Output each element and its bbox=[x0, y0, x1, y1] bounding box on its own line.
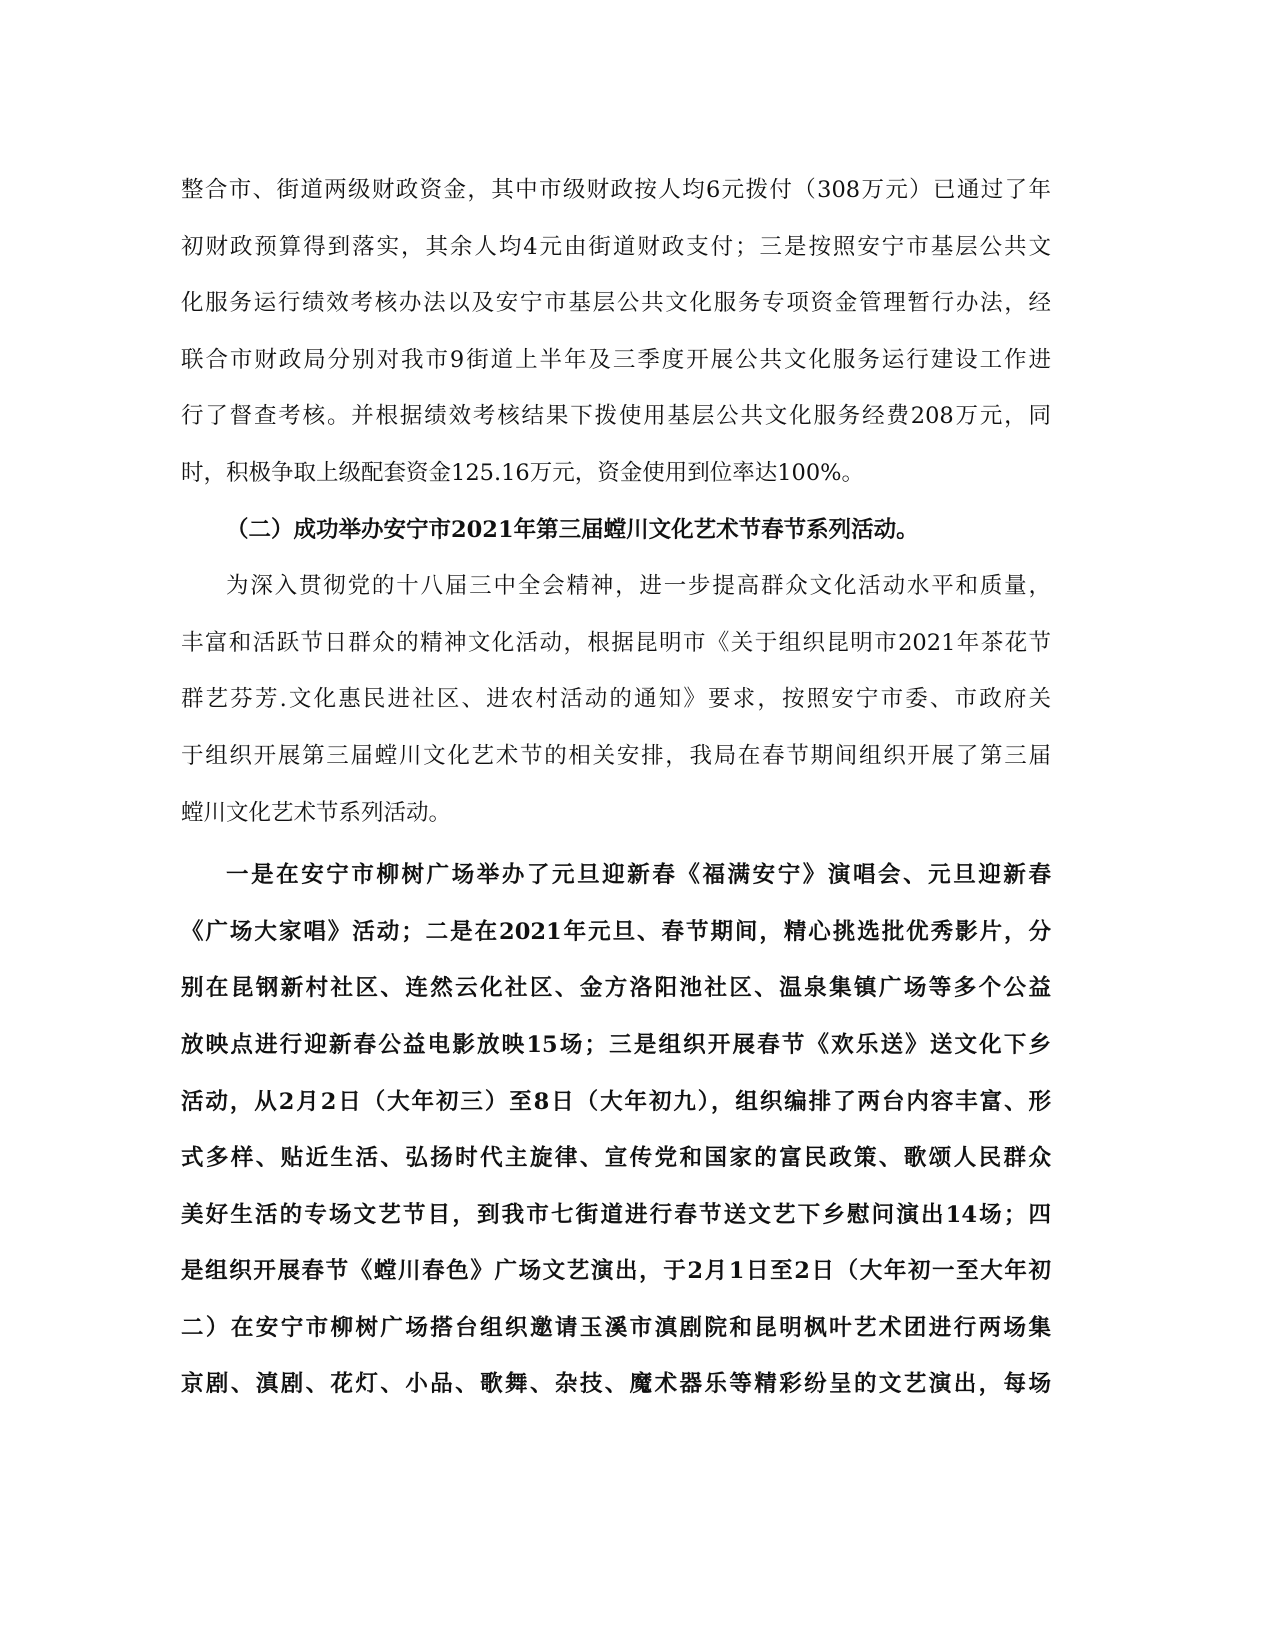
text-line: 活动，从2月2日（大年初三）至8日（大年初九），组织编排了两台内容丰富、形 bbox=[181, 1088, 1051, 1115]
text-line: 是组织开展春节《螳川春色》广场文艺演出，于2月1日至2日（大年初一至大年初 bbox=[181, 1258, 1051, 1285]
text-line: 京剧、滇剧、花灯、小品、歌舞、杂技、魔术器乐等精彩纷呈的文艺演出，每场 bbox=[181, 1371, 1051, 1398]
text-line: 初财政预算得到落实，其余人均4元由街道财政支付；三是按照安宁市基层公共文 bbox=[181, 233, 1051, 260]
text-line: 式多样、贴近生活、弘扬时代主旋律、宣传党和国家的富民政策、歌颂人民群众 bbox=[181, 1145, 1051, 1172]
text-line: 螳川文化艺术节系列活动。 bbox=[181, 799, 452, 826]
text-line: 化服务运行绩效考核办法以及安宁市基层公共文化服务专项资金管理暂行办法，经 bbox=[181, 290, 1051, 317]
text-line: 整合市、街道两级财政资金，其中市级财政按人均6元拨付（308万元）已通过了年 bbox=[181, 177, 1051, 203]
text-line: 群艺芬芳.文化惠民进社区、进农村活动的通知》要求，按照安宁市委、市政府关 bbox=[181, 686, 1051, 713]
text-line: 一是在安宁市柳树广场举办了元旦迎新春《福满安宁》演唱会、元旦迎新春 bbox=[226, 862, 1051, 889]
text-line: 美好生活的专场文艺节目，到我市七街道进行春节送文艺下乡慰问演出14场；四 bbox=[181, 1201, 1051, 1228]
document-body bbox=[181, 162, 1051, 1413]
text-line: 二）在安宁市柳树广场搭台组织邀请玉溪市滇剧院和昆明枫叶艺术团进行两场集 bbox=[181, 1314, 1051, 1341]
text-line: 放映点进行迎新春公益电影放映15场；三是组织开展春节《欢乐送》送文化下乡 bbox=[181, 1031, 1051, 1058]
text-line: 为深入贯彻党的十八届三中全会精神，进一步提高群众文化活动水平和质量， bbox=[226, 573, 1051, 600]
text-line: 联合市财政局分别对我市9街道上半年及三季度开展公共文化服务运行建设工作进 bbox=[181, 346, 1051, 373]
text-line: 时，积极争取上级配套资金125.16万元，资金使用到位率达100%。 bbox=[181, 459, 865, 486]
text-line: 丰富和活跃节日群众的精神文化活动，根据昆明市《关于组织昆明市2021年茶花节 bbox=[181, 629, 1051, 656]
paragraph-festival-intro bbox=[181, 558, 1051, 841]
text-line: 于组织开展第三届螳川文化艺术节的相关安排，我局在春节期间组织开展了第三届 bbox=[181, 742, 1051, 769]
text-line: 别在昆钢新村社区、连然云化社区、金方洛阳池社区、温泉集镇广场等多个公益 bbox=[181, 975, 1051, 1002]
text-line: 行了督查考核。并根据绩效考核结果下拨使用基层公共文化服务经费208万元，同 bbox=[181, 403, 1051, 430]
section-heading: （二）成功举办安宁市2021年第三届螳川文化艺术节春节系列活动。 bbox=[226, 516, 919, 543]
paragraph-funding bbox=[181, 162, 1051, 502]
text-line: 《广场大家唱》活动；二是在2021年元旦、春节期间，精心挑选批优秀影片，分 bbox=[181, 918, 1051, 945]
paragraph-activities bbox=[181, 847, 1051, 1413]
